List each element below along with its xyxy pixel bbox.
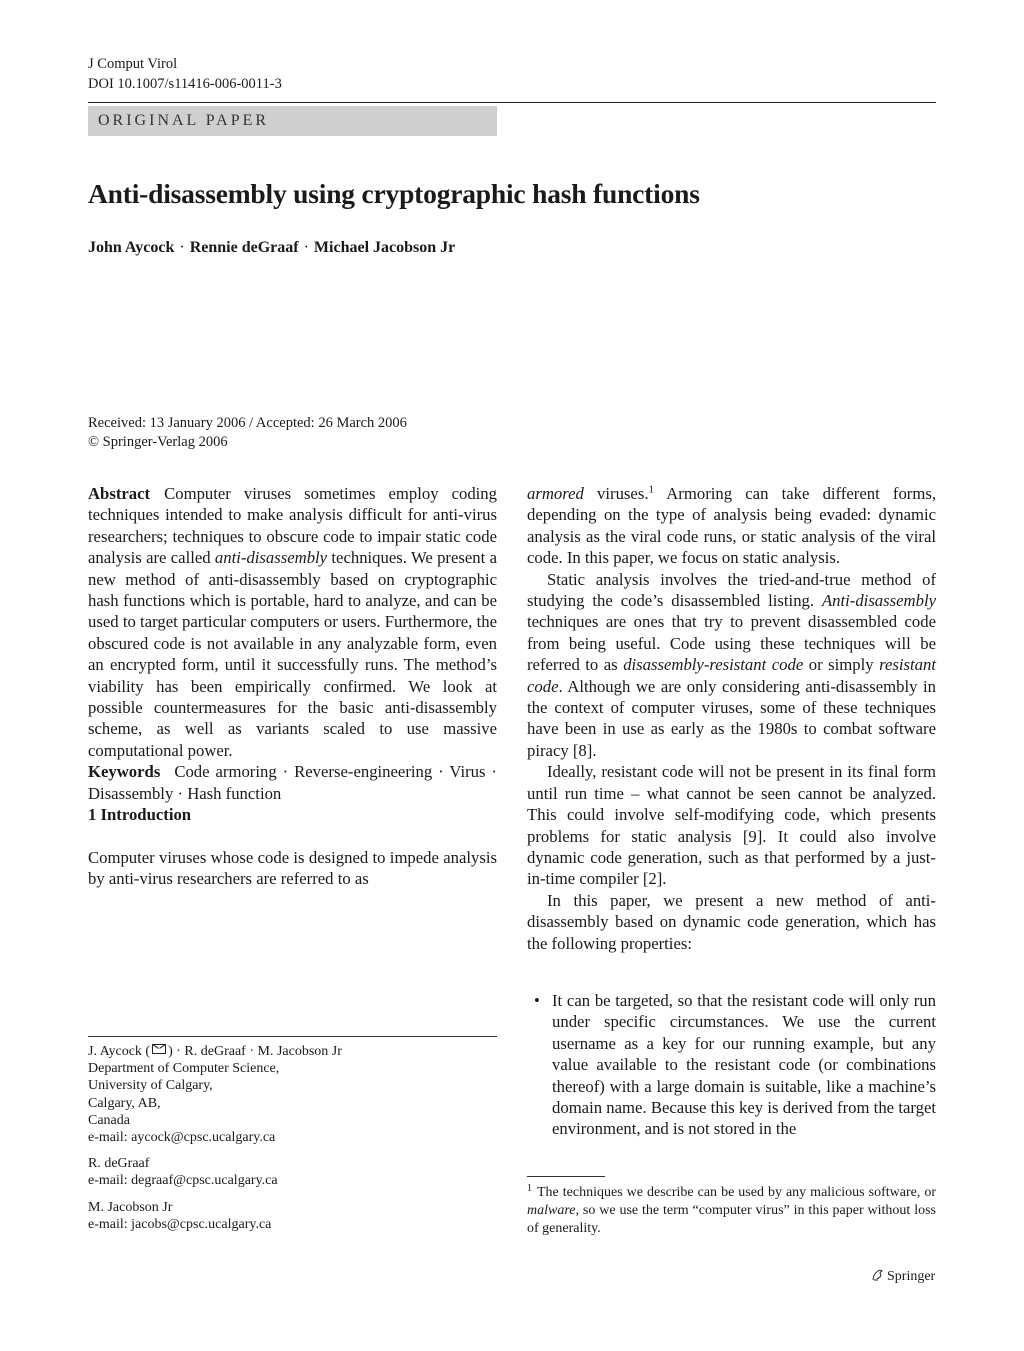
paper-title: Anti-disassembly using cryptographic hash functions [88,178,700,209]
author-separator: · [303,239,309,256]
email: e-mail: jacobs@cpsc.ucalgary.ca [88,1216,272,1232]
footnote-mark: 1 [527,1183,532,1194]
affiliation-rule [88,1036,497,1037]
author-name: Michael Jacobson Jr [313,239,456,256]
body-paragraph: Ideally, resistant code will not be present in its final form until run time – what cannot be seen cannot be analyzed. This could involve self-modifying code, which presents problems for static analysis [9]. It could also involve dynamic code generation, such as that performed by a just-in-time compiler [2]. [527,762,936,889]
author-name: Rennie deGraaf [189,239,299,256]
keywords-label: Keywords [88,762,161,782]
author-separator: · [179,239,185,256]
section-heading: 1 Introduction [88,805,192,825]
footnote: $^1$ The techniques we describe can be used by any malicious software, or malware, so we use the term “computer virus” in this paper without loss of generality. [527,1183,936,1236]
affiliation-main: J. Aycock ( ) · R. deGraaf · M. Jacobson Jr Department of Computer Science, University of Calgary, Calgary, AB, Canada e-mail: aycock@cpsc.ucalgary.ca [88,1044,342,1146]
abstract-label: Abstract [88,484,151,503]
publication-dates [88,414,407,452]
email: e-mail: degraaf@cpsc.ucalgary.ca [88,1173,278,1189]
keywords-text: Code armoring · Reverse-engineering · Virus · Disassembly · Hash function [88,762,497,803]
header-rule [88,102,936,103]
footnote-ref: 1 [648,483,654,496]
bullet-icon: • [534,990,540,1010]
right-column [527,483,936,1156]
doi: DOI 10.1007/s11416-006-0011-3 [88,76,282,92]
affiliation-third: M. Jacobson Jr e-mail: jacobs@cpsc.ucalgary.ca [88,1199,272,1232]
affiliation-second: R. deGraaf e-mail: degraaf@cpsc.ucalgary.ca [88,1156,278,1189]
email: e-mail: aycock@cpsc.ucalgary.ca [88,1130,276,1146]
left-column [88,483,497,889]
property-list [527,990,936,1140]
publisher-name: Springer [887,1269,936,1284]
abstract: Abstract Computer viruses sometimes employ coding techniques intended to make analysis difficult for anti-virus researchers; techniques to obscure code to impair static code analysis are called anti-disassembly techniques. We present a new method of anti-disassembly based on cryptographic hash functions which is portable, hard to analyze, and can be used to target particular computers or users. Furthermore, the obscured code is not available in any analyzable form, even an encrypted form, until it successfully runs. The method’s viability has been empirically confirmed. We look at possible countermeasures for the basic anti-disassembly scheme, as well as variants scaled to use massive computational power. [88,484,497,760]
author-list [88,239,455,257]
envelope-icon [152,1044,166,1054]
author-name: John Aycock [88,239,175,256]
affiliations [88,1043,497,1242]
journal-name: J Comput Virol [88,56,178,72]
publisher-mark [870,1268,935,1285]
footnote-rule [527,1176,605,1177]
list-item: • It can be targeted, so that the resistant code will only run under specific circumstances. We use the current username as a key for our running example, but any value available to the resistant code (or combinations thereof) with a large domain is suitable, like a machine’s domain name. Because this key is derived from the target environment, and is not stored in the [534,990,936,1139]
keywords [88,761,497,804]
intro-paragraph: Computer viruses whose code is designed to impede analysis by anti-virus researchers are referred to as [88,847,497,888]
body-paragraph: Static analysis involves the tried-and-true method of studying the code’s disassembled listing. Anti-disassembly techniques are ones that try to prevent disassembled code from being useful. Code using these techniques will be referred to as disassembly-resistant code or simply resistant code. Although we are only considering anti-disassembly in the context of computer viruses, some of these techniques have been in use as early as the 1980s to combat software piracy [8]. [527,569,936,760]
springer-horse-icon [870,1268,884,1282]
paper-type-banner: ORIGINAL PAPER [88,106,497,136]
body-paragraph: In this paper, we present a new method of anti-disassembly based on dynamic code generation, which has the following properties: [527,890,936,953]
body-paragraph: armored viruses.$^1$ Armoring can take different forms, depending on the type of analysis being evaded: dynamic analysis as the viral code runs, or static analysis of the viral code. In this paper, we focus on static analysis. [527,483,937,568]
received-accepted: Received: 13 January 2006 / Accepted: 26 March 2006 [88,415,407,431]
copyright: © Springer-Verlag 2006 [88,434,228,450]
